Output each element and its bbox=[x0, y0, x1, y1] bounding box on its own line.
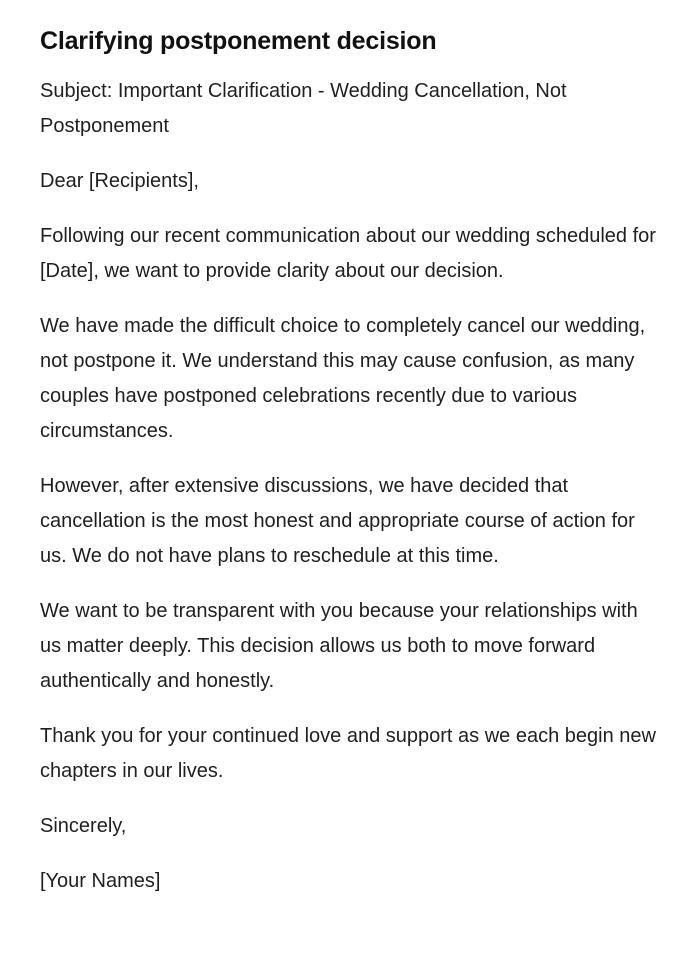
signature: [Your Names] bbox=[40, 870, 161, 892]
subject-line: Subject: Important Clarification - Wedding Cancellation, Not Postponement bbox=[40, 80, 567, 137]
greeting: Dear [Recipients], bbox=[40, 170, 199, 192]
document-title: Clarifying postponement decision bbox=[40, 27, 437, 55]
body-paragraph: We want to be transparent with you because your relationships with us matter deeply. This decision allows us both to move forward authentically and honestly. bbox=[40, 600, 638, 692]
body-paragraph: Thank you for your continued love and support as we each begin new chapters in our lives. bbox=[40, 725, 656, 782]
closing: Sincerely, bbox=[40, 815, 127, 837]
body-paragraph: We have made the difficult choice to completely cancel our wedding, not postpone it. We understand this may cause confusion, as many couples have postponed celebrations recently due to various circumstances. bbox=[40, 315, 646, 442]
body-paragraph: However, after extensive discussions, we have decided that cancellation is the most honest and appropriate course of action for us. We do not have plans to reschedule at this time. bbox=[40, 475, 635, 567]
body-paragraph: Following our recent communication about our wedding scheduled for [Date], we want to provide clarity about our decision. bbox=[40, 225, 656, 282]
